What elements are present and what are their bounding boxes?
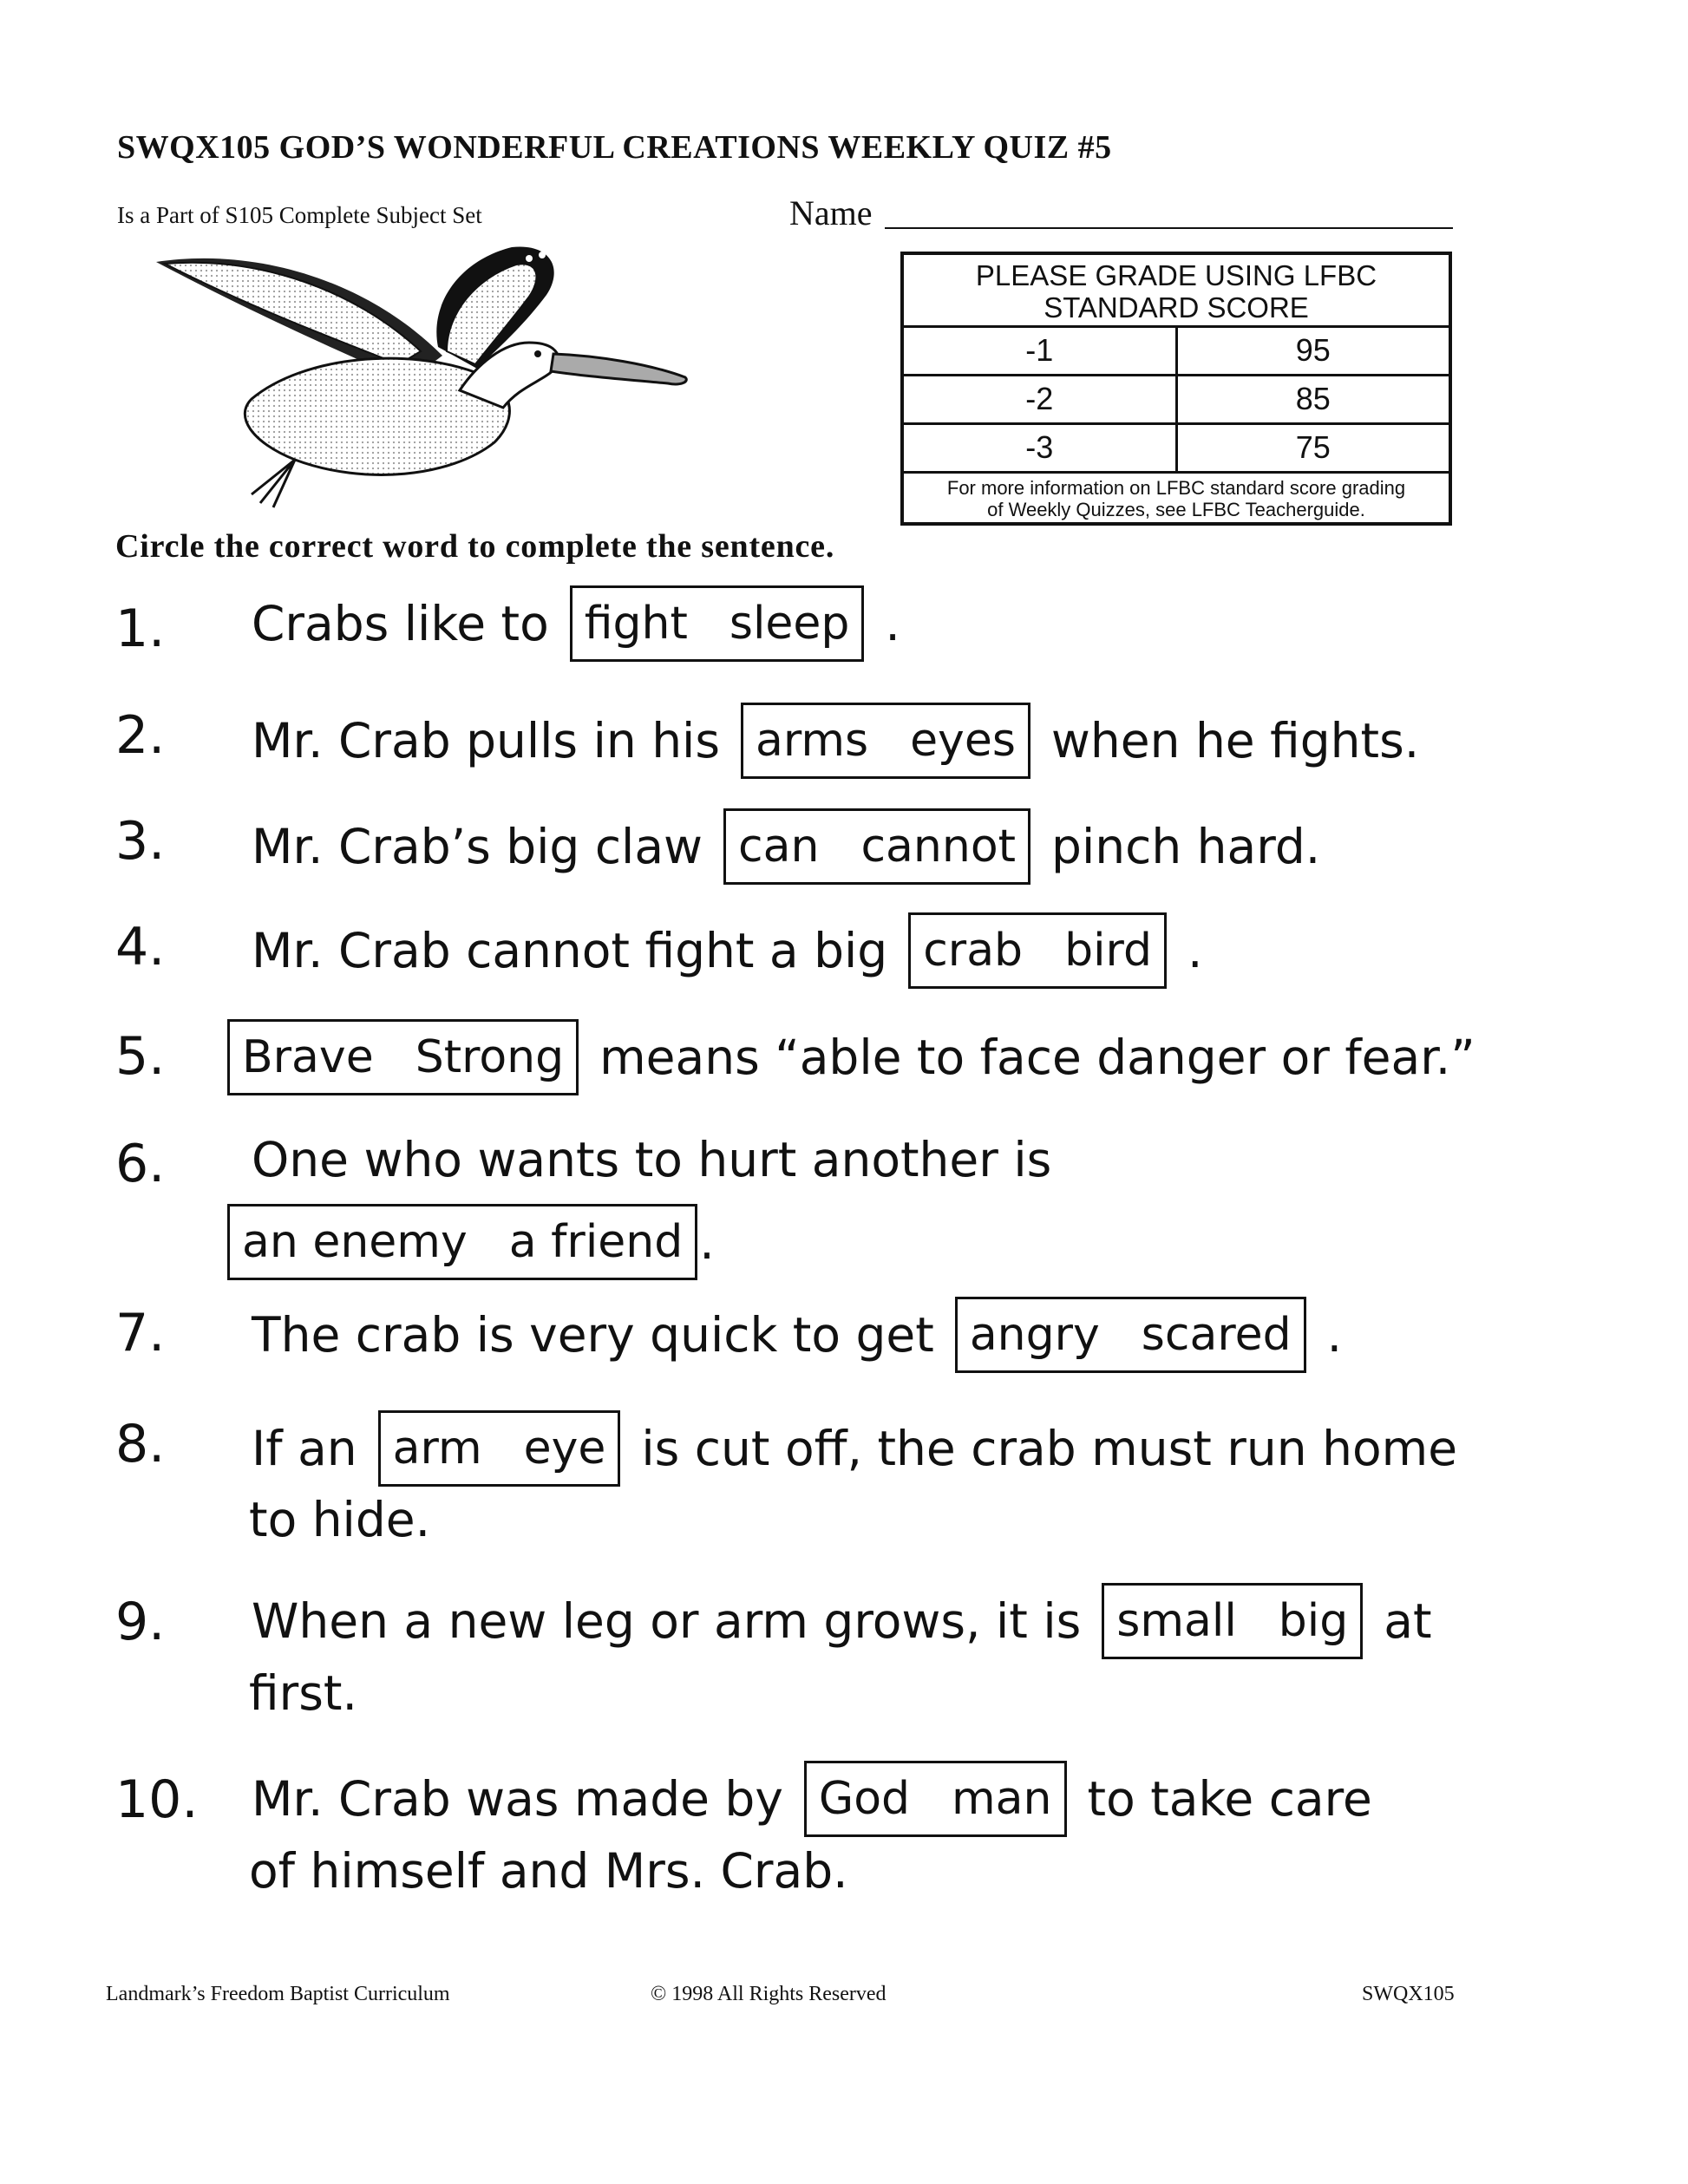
choice-option[interactable]: crab <box>923 925 1024 977</box>
answer-choice-box <box>908 912 1167 989</box>
answer-choice-box <box>227 1204 697 1280</box>
choice-option[interactable]: Brave <box>242 1031 374 1083</box>
missed-cell: -2 <box>904 376 1178 422</box>
answer-choice-box <box>227 1019 579 1095</box>
answer-choice-box <box>955 1297 1306 1373</box>
choice-option[interactable]: man <box>952 1773 1052 1825</box>
answer-choice-box <box>804 1761 1067 1837</box>
score-row <box>904 376 1449 425</box>
pelican-illustration <box>147 243 703 512</box>
answer-choice-box <box>723 808 1030 885</box>
choice-option[interactable]: eye <box>523 1422 606 1475</box>
choice-option[interactable]: arms <box>755 715 869 767</box>
score-cell: 85 <box>1295 381 1331 416</box>
question-2: Mr. Crab pulls in his arms eyes when he fights. <box>252 703 1419 779</box>
missed-cell: -1 <box>904 328 1178 374</box>
question-9: When a new leg or arm grows, it is small big at <box>252 1583 1432 1659</box>
question-number: 7. <box>115 1303 166 1363</box>
choice-option[interactable]: bird <box>1064 925 1152 977</box>
question-number: 2. <box>115 705 166 766</box>
question-10: Mr. Crab was made by God man to take care <box>252 1761 1372 1837</box>
choice-option[interactable]: a friend <box>508 1216 684 1268</box>
question-8: If an arm eye is cut off, the crab must run home <box>252 1410 1457 1487</box>
choice-option[interactable]: angry <box>969 1309 1100 1361</box>
footer-copyright: © 1998 All Rights Reserved <box>651 1983 887 2005</box>
subtitle: Is a Part of S105 Complete Subject Set <box>117 202 482 228</box>
question-number: 9. <box>115 1592 166 1652</box>
answer-choice-box <box>378 1410 621 1487</box>
question-number: 4. <box>115 917 166 978</box>
footer-publisher: Landmark’s Freedom Baptist Curriculum <box>106 1983 450 2005</box>
choice-option[interactable]: an enemy <box>242 1216 468 1268</box>
question-8-line2: to hide. <box>249 1492 431 1547</box>
question-number: 8. <box>115 1414 166 1475</box>
question-number: 1. <box>115 598 166 659</box>
score-table-heading: PLEASE GRADE USING LFBC STANDARD SCORE <box>904 255 1449 328</box>
choice-option[interactable]: cannot <box>860 821 1017 873</box>
name-field[interactable] <box>885 227 1453 229</box>
grading-score-table <box>900 252 1452 526</box>
question-5: Brave Strong means “able to face danger or fear.” <box>227 1019 1475 1095</box>
question-9-line2: first. <box>249 1665 357 1721</box>
question-1: Crabs like to fight sleep . <box>252 585 900 662</box>
choice-option[interactable]: Strong <box>415 1031 565 1083</box>
answer-choice-box <box>741 703 1030 779</box>
choice-option[interactable]: arm <box>392 1422 482 1475</box>
question-10-line2: of himself and Mrs. Crab. <box>249 1843 848 1899</box>
question-6: One who wants to hurt another is <box>252 1132 1052 1187</box>
question-number: 3. <box>115 811 166 872</box>
question-3: Mr. Crab’s big claw can cannot pinch hard. <box>252 808 1320 885</box>
page-title: SWQX105 GOD’S WONDERFUL CREATIONS WEEKLY QUIZ #5 <box>117 129 1112 166</box>
footer-code: SWQX105 <box>1362 1983 1455 2005</box>
answer-choice-box <box>570 585 865 662</box>
question-number: 6. <box>115 1134 166 1194</box>
score-row <box>904 328 1449 376</box>
score-row <box>904 425 1449 474</box>
name-label: Name <box>789 193 873 232</box>
answer-choice-box <box>1102 1583 1363 1659</box>
question-7: The crab is very quick to get angry scared . <box>252 1297 1342 1373</box>
question-number: 10. <box>115 1769 199 1830</box>
missed-cell: -3 <box>904 425 1178 471</box>
choice-option[interactable]: sleep <box>729 598 850 650</box>
choice-option[interactable]: can <box>738 821 820 873</box>
choice-option[interactable]: fight <box>584 598 688 650</box>
score-table-note: For more information on LFBC standard score grading of Weekly Quizzes, see LFBC Teacherguide. <box>946 477 1406 520</box>
choice-option[interactable]: eyes <box>910 715 1016 767</box>
choice-option[interactable]: scared <box>1141 1309 1292 1361</box>
score-cell: 95 <box>1295 332 1331 368</box>
question-number: 5. <box>115 1026 166 1087</box>
score-cell: 75 <box>1295 429 1331 465</box>
choice-option[interactable]: big <box>1278 1595 1349 1647</box>
choice-option[interactable]: God <box>818 1773 911 1825</box>
question-6-line2: an enemy a friend . <box>227 1204 715 1280</box>
instruction: Circle the correct word to complete the sentence. <box>115 528 835 565</box>
choice-option[interactable]: small <box>1116 1595 1237 1647</box>
question-4: Mr. Crab cannot fight a big crab bird . <box>252 912 1202 989</box>
